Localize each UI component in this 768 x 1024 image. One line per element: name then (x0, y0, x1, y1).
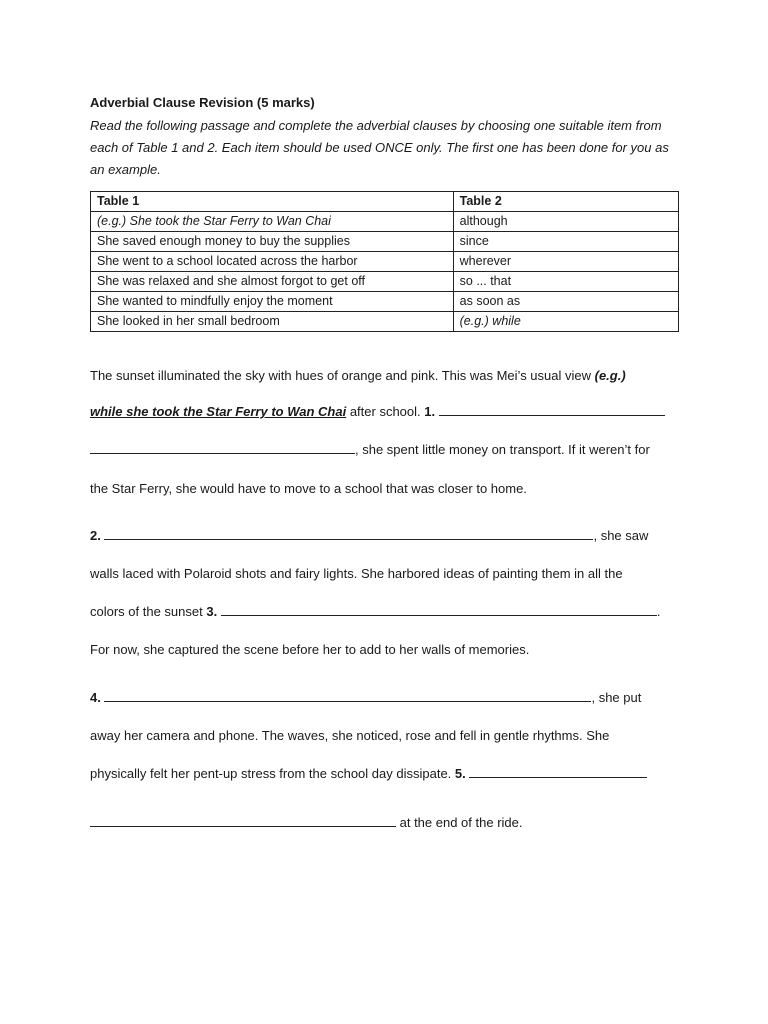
table-2-cell: as soon as (453, 292, 678, 312)
table-2-cell: so ... that (453, 272, 678, 292)
table-1-cell: She wanted to mindfully enjoy the moment (91, 292, 454, 312)
passage-line: the Star Ferry, she would have to move to a school that was closer to home. (90, 481, 527, 496)
passage-text: at the end of the ride. (396, 815, 523, 830)
table-2-cell: since (453, 232, 678, 252)
passage-line (90, 403, 665, 421)
passage-text: The sunset illuminated the sky with hues of orange and pink. This was Mei’s usual view (90, 368, 595, 383)
passage-line (90, 689, 641, 707)
answer-5-blank-part-b[interactable] (90, 814, 396, 827)
table-1-cell: She saved enough money to buy the supplies (91, 232, 454, 252)
passage-text: after school. (346, 404, 425, 419)
passage-line: walls laced with Polaroid shots and fairy lights. She harbored ideas of painting them in all the (90, 566, 623, 581)
table-2-cell: although (453, 212, 678, 232)
passage-line (90, 527, 648, 545)
passage-line: For now, she captured the scene before her to add to her walls of memories. (90, 642, 530, 657)
passage-text: physically felt her pent-up stress from the school day dissipate. (90, 766, 455, 781)
answer-2-blank[interactable] (104, 527, 593, 540)
table-row (91, 272, 679, 292)
question-number: 2. (90, 528, 101, 543)
table-1-cell: She was relaxed and she almost forgot to get off (91, 272, 454, 292)
table-row (91, 292, 679, 312)
table-row (91, 212, 679, 232)
worksheet-title: Adverbial Clause Revision (5 marks) (90, 95, 315, 110)
table-1-cell: She looked in her small bedroom (91, 312, 454, 332)
table-1-header: Table 1 (91, 192, 454, 212)
question-number: 4. (90, 690, 101, 705)
passage-text: colors of the sunset (90, 604, 207, 619)
passage-line (90, 367, 626, 385)
table-row (91, 252, 679, 272)
answer-4-blank[interactable] (104, 689, 591, 702)
table-2-cell: (e.g.) while (453, 312, 678, 332)
table-2-header: Table 2 (453, 192, 678, 212)
question-number: 1. (424, 404, 436, 419)
passage-text: . (656, 604, 661, 619)
passage-line (90, 765, 647, 783)
passage-line: away her camera and phone. The waves, she noticed, rose and fell in gentle rhythms. She (90, 728, 610, 743)
passage-line (90, 441, 650, 459)
passage-text: , she saw (593, 528, 649, 543)
question-number: 3. (206, 604, 218, 619)
answer-5-blank-part-a[interactable] (469, 765, 647, 778)
table-1-cell: (e.g.) She took the Star Ferry to Wan Chai (91, 212, 454, 232)
passage-line (90, 603, 660, 621)
passage-text: , she spent little money on transport. If it weren’t for (355, 442, 650, 457)
choice-table (90, 191, 679, 332)
answer-1-blank-part-a[interactable] (439, 403, 665, 416)
passage-text: , she put (591, 690, 642, 705)
instructions-text: Read the following passage and complete the adverbial clauses by choosing one suitable item from each of Table 1 and 2. Each item should be used ONCE only. The first one has been done for you as an example. (90, 118, 669, 177)
passage-line (90, 814, 522, 832)
question-number: 5. (454, 766, 466, 781)
table-2-cell: wherever (453, 252, 678, 272)
table-row (91, 232, 679, 252)
answer-3-blank[interactable] (221, 603, 657, 616)
table-row (91, 312, 679, 332)
example-marker: (e.g.) (594, 368, 626, 383)
table-header-row (91, 192, 679, 212)
answer-1-blank-part-b[interactable] (90, 441, 355, 454)
example-answer: while she took the Star Ferry to Wan Chai (90, 404, 347, 419)
table-1-cell: She went to a school located across the harbor (91, 252, 454, 272)
